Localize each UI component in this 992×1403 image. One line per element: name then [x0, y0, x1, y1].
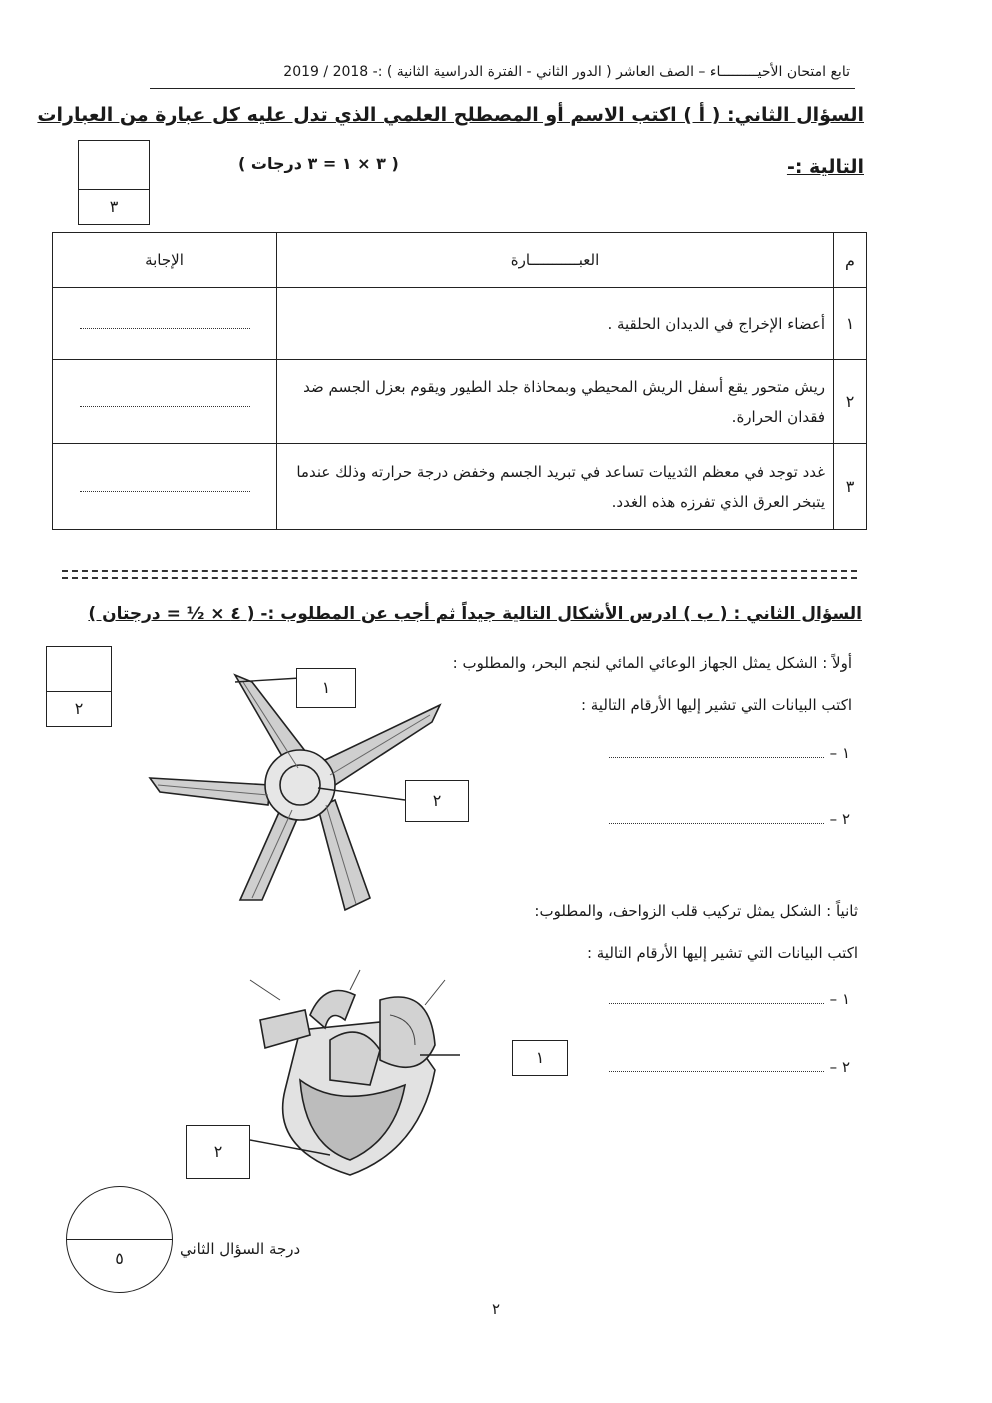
heart-label-2: ٢	[186, 1125, 250, 1179]
total-score-label: درجة السؤال الثاني	[180, 1240, 301, 1258]
part-a-title-cont: التالية :-	[786, 156, 864, 178]
table-row	[53, 444, 867, 530]
part-a-marks: ( ٣ × ١ = ٣ درجات )	[238, 154, 399, 173]
heart-answer-1[interactable]	[609, 990, 850, 1008]
total-score-value: ٥	[115, 1249, 124, 1268]
atrium-right	[380, 997, 435, 1067]
part-b-title: السؤال الثاني : ( ب ) ادرس الأشكال التالية جيداً ثم أجب عن المطلوب :- ( ٤ × ½ = درجتان )	[88, 604, 862, 624]
reptile-heart-diagram	[230, 960, 460, 1185]
row-num: ١	[834, 288, 867, 360]
total-score-circle[interactable]	[66, 1186, 173, 1293]
item-number: ١ –	[829, 990, 850, 1008]
row-num: ٣	[834, 444, 867, 530]
starfish-intro: أولاً : الشكل يمثل الجهاز الوعائي المائي لنجم البحر، والمطلوب :	[452, 654, 852, 672]
table-header-row	[53, 233, 867, 288]
heart-answer-2[interactable]	[609, 1058, 850, 1076]
answer-field[interactable]	[53, 288, 277, 360]
col-header-answer: الإجابة	[53, 233, 277, 288]
starfish-arm-right	[325, 705, 440, 785]
header-divider	[150, 88, 855, 89]
item-number: ٢ –	[829, 810, 850, 828]
statements-table	[52, 232, 867, 530]
starfish-answer-1[interactable]	[609, 744, 850, 762]
heart-instruction: اكتب البيانات التي تشير إليها الأرقام التالية :	[586, 944, 858, 962]
exam-header: تابع امتحان الأحيـــــــــاء – الصف العاشر ( الدور الثاني - الفترة الدراسية الثانية ) :- 2018 / 2019	[283, 64, 850, 80]
col-header-statement: العبـــــــــــارة	[277, 233, 834, 288]
part-a-title: السؤال الثاني: ( أ ) اكتب الاسم أو المصطلح العلمي الذي تدل عليه كل عبارة من العبارات	[37, 104, 864, 126]
row-statement: غدد توجد في معظم الثدييات تساعد في تبريد الجسم وخفض درجة حرارته وذلك عندما يتبخر العرق الذي تفرزه هذه الغدد.	[277, 444, 834, 530]
table-row	[53, 288, 867, 360]
col-header-num: م	[834, 233, 867, 288]
starfish-central-disc	[265, 750, 335, 820]
answer-field[interactable]	[53, 444, 277, 530]
part-b-score-value: ٢	[74, 699, 84, 718]
atrium-left	[330, 1032, 380, 1085]
starfish-instruction: اكتب البيانات التي تشير إليها الأرقام التالية :	[580, 696, 852, 714]
part-a-score-value: ٣	[109, 197, 119, 216]
heart-intro: ثانياً : الشكل يمثل تركيب قلب الزواحف، والمطلوب:	[534, 902, 858, 920]
starfish-answer-2[interactable]	[609, 810, 850, 828]
page-number: ٢	[491, 1300, 501, 1318]
aorta-arch	[310, 991, 355, 1029]
section-separator	[62, 570, 857, 572]
row-statement: ريش متحور يقع أسفل الريش المحيطي وبمحاذاة جلد الطيور ويقوم بعزل الجسم ضد فقدان الحرارة.	[277, 360, 834, 444]
row-num: ٢	[834, 360, 867, 444]
part-b-score-box[interactable]	[46, 646, 112, 727]
item-number: ٢ –	[829, 1058, 850, 1076]
item-number: ١ –	[829, 744, 850, 762]
starfish-label-1: ١	[296, 668, 356, 708]
starfish-arm-left	[150, 778, 270, 805]
section-separator	[62, 577, 857, 579]
starfish-arm-bottom-right	[318, 800, 370, 910]
starfish-label-2: ٢	[405, 780, 469, 822]
row-statement: أعضاء الإخراج في الديدان الحلقية .	[277, 288, 834, 360]
starfish-arm-bottom-left	[240, 810, 300, 900]
heart-label-1: ١	[512, 1040, 568, 1076]
part-a-score-box[interactable]	[78, 140, 150, 225]
answer-field[interactable]	[53, 360, 277, 444]
table-row	[53, 360, 867, 444]
